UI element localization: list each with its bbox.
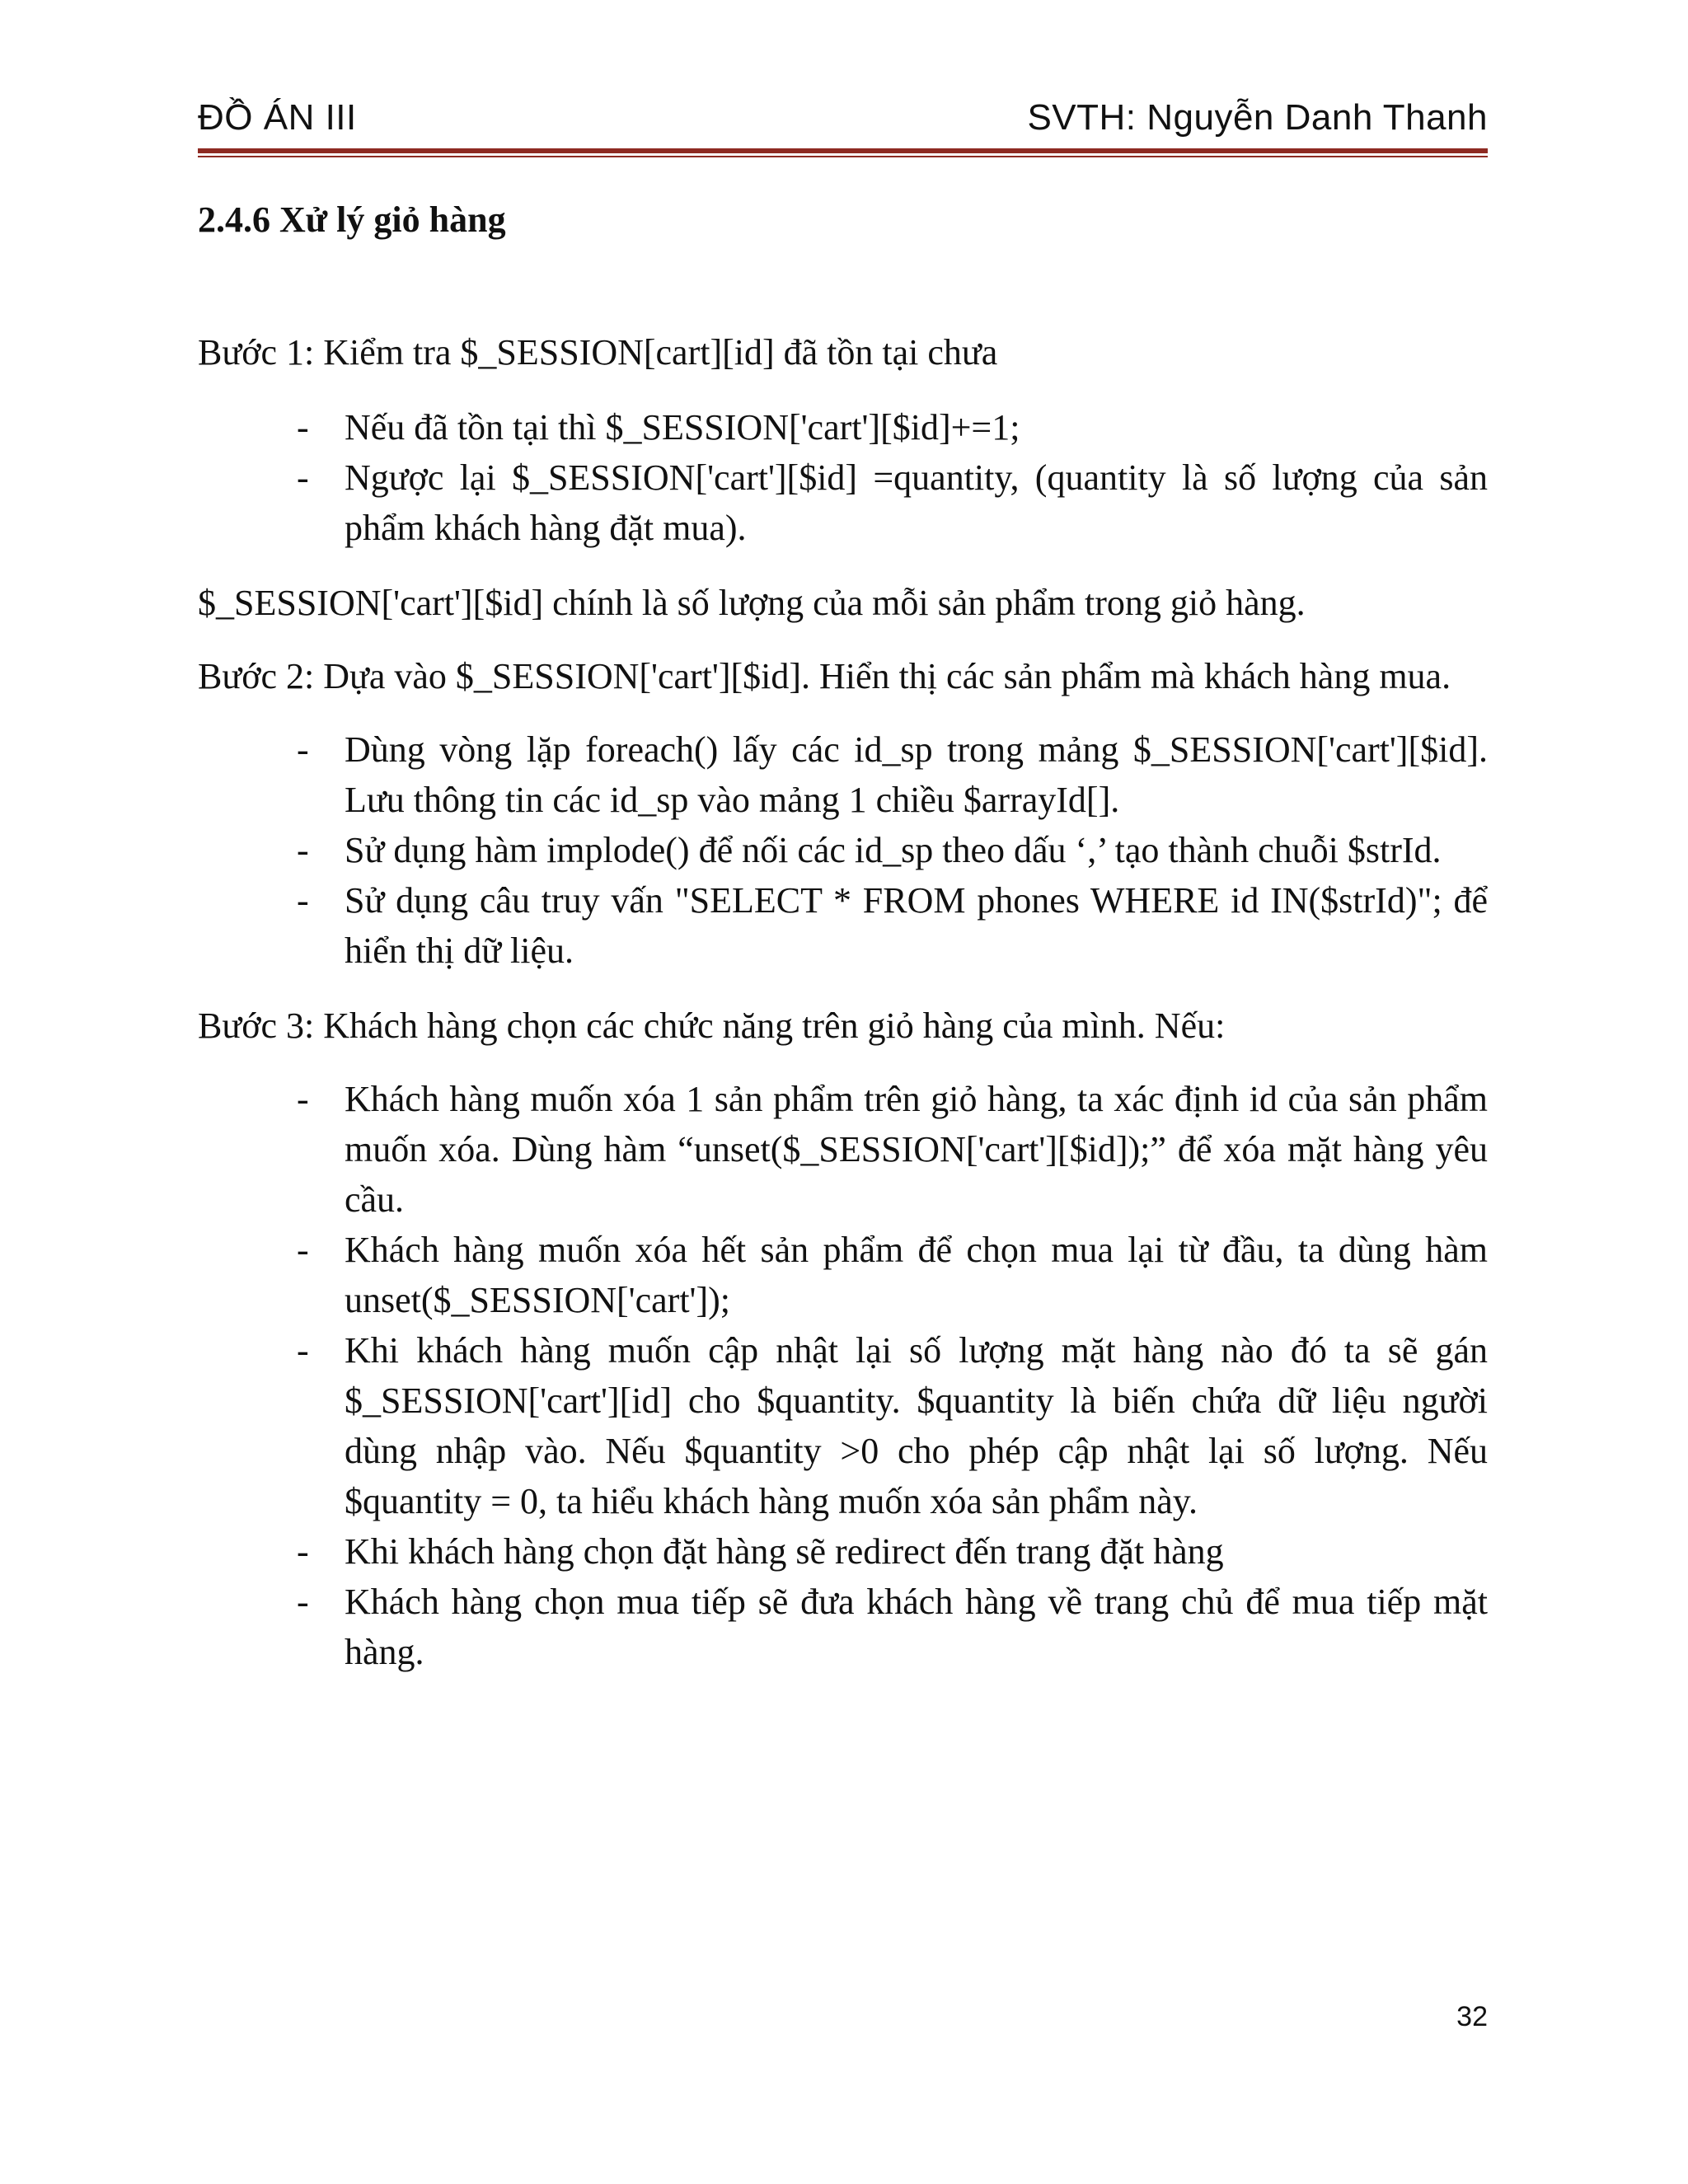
header-student-name: SVTH: Nguyễn Danh Thanh (1027, 97, 1488, 138)
step-1-list (198, 402, 1488, 553)
step-2-text: Bước 2: Dựa vào $_SESSION['cart'][$id]. Hiển thị các sản phẩm mà khách hàng mua. (198, 656, 1451, 696)
page-number: 32 (1456, 2001, 1488, 2032)
page-header (198, 97, 1488, 147)
section-title: 2.4.6 Xử lý giỏ hàng (198, 199, 506, 240)
step-1-item: - Nếu đã tồn tại thì $_SESSION['cart'][$id]+=1; (345, 402, 1488, 452)
step-1-item: - Ngược lại $_SESSION['cart'][$id] =quantity, (quantity là số lượng của sản phẩm khách hàng đặt mua). (345, 452, 1488, 553)
step-2-item: - Dùng vòng lặp foreach() lấy các id_sp trong mảng $_SESSION['cart'][$id]. Lưu thông tin các id_sp vào mảng 1 chiều $arrayId[]. (345, 724, 1488, 825)
page-body (198, 194, 1488, 1702)
step-3-item: - Khách hàng chọn mua tiếp sẽ đưa khách hàng về trang chủ để mua tiếp mặt hàng. (345, 1577, 1488, 1677)
session-note: $_SESSION['cart'][$id] chính là số lượng của mỗi sản phẩm trong giỏ hàng. (198, 583, 1306, 623)
step-3-item: - Khách hàng muốn xóa 1 sản phẩm trên giỏ hàng, ta xác định id của sản phẩm muốn xóa. Dùng hàm “unset($_SESSION['cart'][$id]);” để xóa mặt hàng yêu cầu. (345, 1074, 1488, 1225)
step-2-list (198, 724, 1488, 976)
step-3-text: Bước 3: Khách hàng chọn các chức năng trên giỏ hàng của mình. Nếu: (198, 1005, 1226, 1046)
step-3-list (198, 1074, 1488, 1677)
header-project-title: ĐỒ ÁN III (198, 97, 357, 138)
step-3-item: - Khi khách hàng chọn đặt hàng sẽ redirect đến trang đặt hàng (345, 1526, 1488, 1577)
step-2-item: - Sử dụng hàm implode() để nối các id_sp theo dấu ‘,’ tạo thành chuỗi $strId. (345, 825, 1488, 875)
step-3-item: - Khi khách hàng muốn cập nhật lại số lượng mặt hàng nào đó ta sẽ gán $_SESSION['cart'][id] cho $quantity. $quantity là biến chứa dữ liệu người dùng nhập vào. Nếu $quantity >0 cho phép cập nhật lại số lượng. Nếu $quantity = 0, ta hiểu khách hàng muốn xóa sản phẩm này. (345, 1325, 1488, 1526)
step-2-item: - Sử dụng câu truy vấn "SELECT * FROM phones WHERE id IN($strId)"; để hiển thị dữ liệu. (345, 875, 1488, 976)
header-rule-thin (198, 156, 1488, 157)
header-rule-thick (198, 148, 1488, 153)
step-3-item: - Khách hàng muốn xóa hết sản phẩm để chọn mua lại từ đầu, ta dùng hàm unset($_SESSION['cart']); (345, 1225, 1488, 1325)
step-1-text: Bước 1: Kiểm tra $_SESSION[cart][id] đã tồn tại chưa (198, 332, 998, 373)
